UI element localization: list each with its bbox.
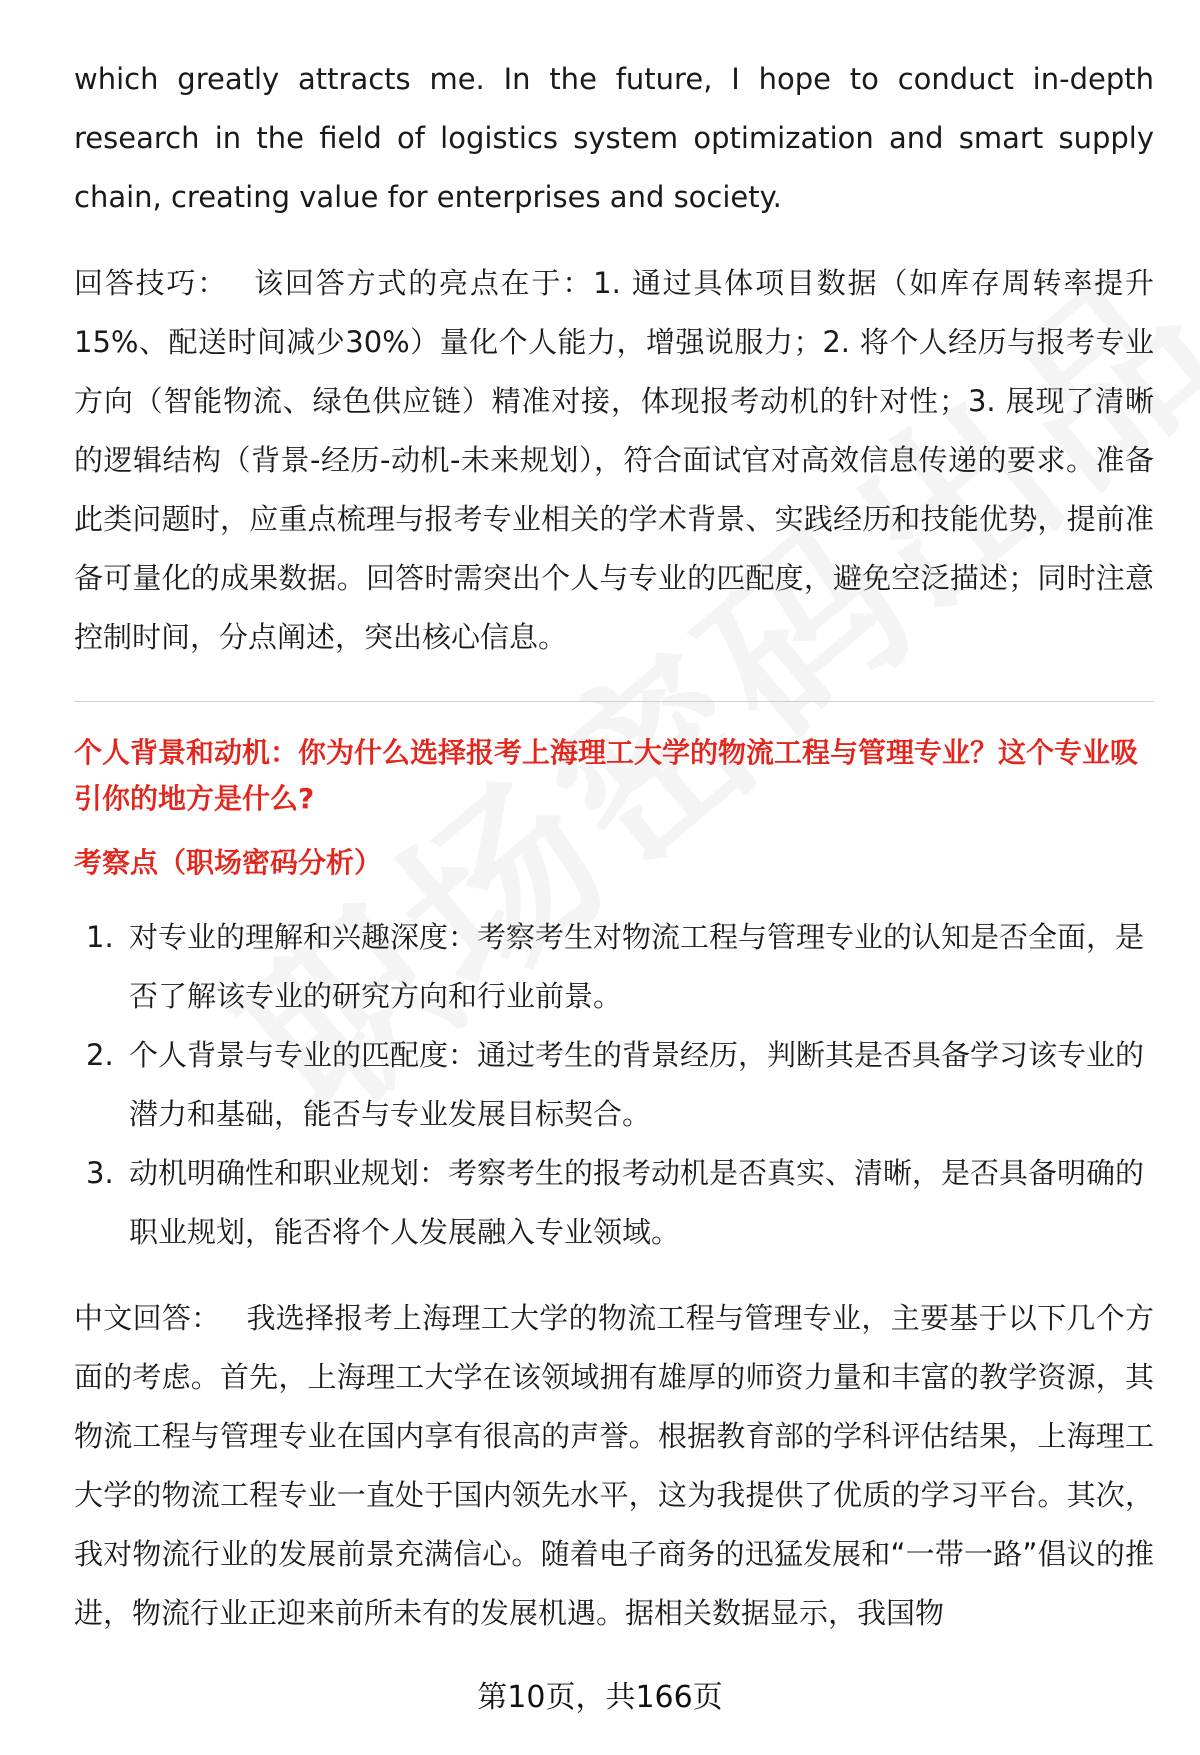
chinese-answer-paragraph (74, 1289, 1154, 1643)
tips-text: 该回答方式的亮点在于：1. 通过具体项目数据（如库存周转率提升15%、配送时间减少30%）量化个人能力，增强说服力；2. 将个人经历与报考专业方向（智能物流、绿色供应链）精准对接，体现报考动机的针对性；3. 展现了清晰的逻辑结构（背景-经历-动机-未来规划），符合面试官对高效信息传递的要求。准备此类问题时，应重点梳理与报考专业相关的学术背景、实践经历和技能优势，提前准备可量化的成果数据。回答时需突出个人与专业的匹配度，避免空泛描述；同时注意控制时间，分点阐述，突出核心信息。 (74, 266, 1154, 654)
point-text: 对专业的理解和兴趣深度：考察考生对物流工程与管理专业的认知是否全面，是否了解该专业的研究方向和行业前景。 (129, 920, 1145, 1013)
assessment-point (74, 1144, 1154, 1262)
point-text: 个人背景与专业的匹配度：通过考生的背景经历，判断其是否具备学习该专业的潜力和基础，能否与专业发展目标契合。 (129, 1038, 1145, 1131)
page-number-footer: 第10页，共166页 (477, 1680, 723, 1715)
point-text: 动机明确性和职业规划：考察考生的报考动机是否真实、清晰，是否具备明确的职业规划，能否将个人发展融入专业领域。 (129, 1156, 1145, 1249)
point-number: 2. (86, 1038, 114, 1072)
chinese-answer-text: 我选择报考上海理工大学的物流工程与管理专业，主要基于以下几个方面的考虑。首先，上海理工大学在该领域拥有雄厚的师资力量和丰富的教学资源，其物流工程与管理专业在国内享有很高的声誉。根据教育部的学科评估结果，上海理工大学的物流工程专业一直处于国内领先水平，这为我提供了优质的学习平台。其次，我对物流行业的发展前景充满信心。随着电子商务的迅猛发展和“一带一路”倡议的推进，物流行业正迎来前所未有的发展机遇。据相关数据显示，我国物 (74, 1301, 1154, 1630)
assessment-point (74, 908, 1154, 1026)
point-number: 3. (86, 1156, 114, 1190)
chinese-answer-label: 中文回答： (74, 1301, 221, 1335)
intro-paragraph: which greatly attracts me. In the future, I hope to conduct in-depth research in the field of logistics system optimization and smart supply chain, creating value for enterprises and society. (74, 62, 1154, 214)
assessment-point (74, 1026, 1154, 1144)
document-page (74, 50, 1154, 1643)
section-divider (74, 701, 1154, 702)
point-number: 1. (86, 920, 114, 954)
assessment-points-list (74, 908, 1154, 1262)
assessment-title: 考察点（职场密码分析） (74, 846, 383, 879)
tips-paragraph (74, 254, 1154, 667)
question-heading: 个人背景和动机：你为什么选择报考上海理工大学的物流工程与管理专业？这个专业吸引你的地方是什么? (74, 736, 1139, 815)
tips-label: 回答技巧： (74, 266, 229, 300)
